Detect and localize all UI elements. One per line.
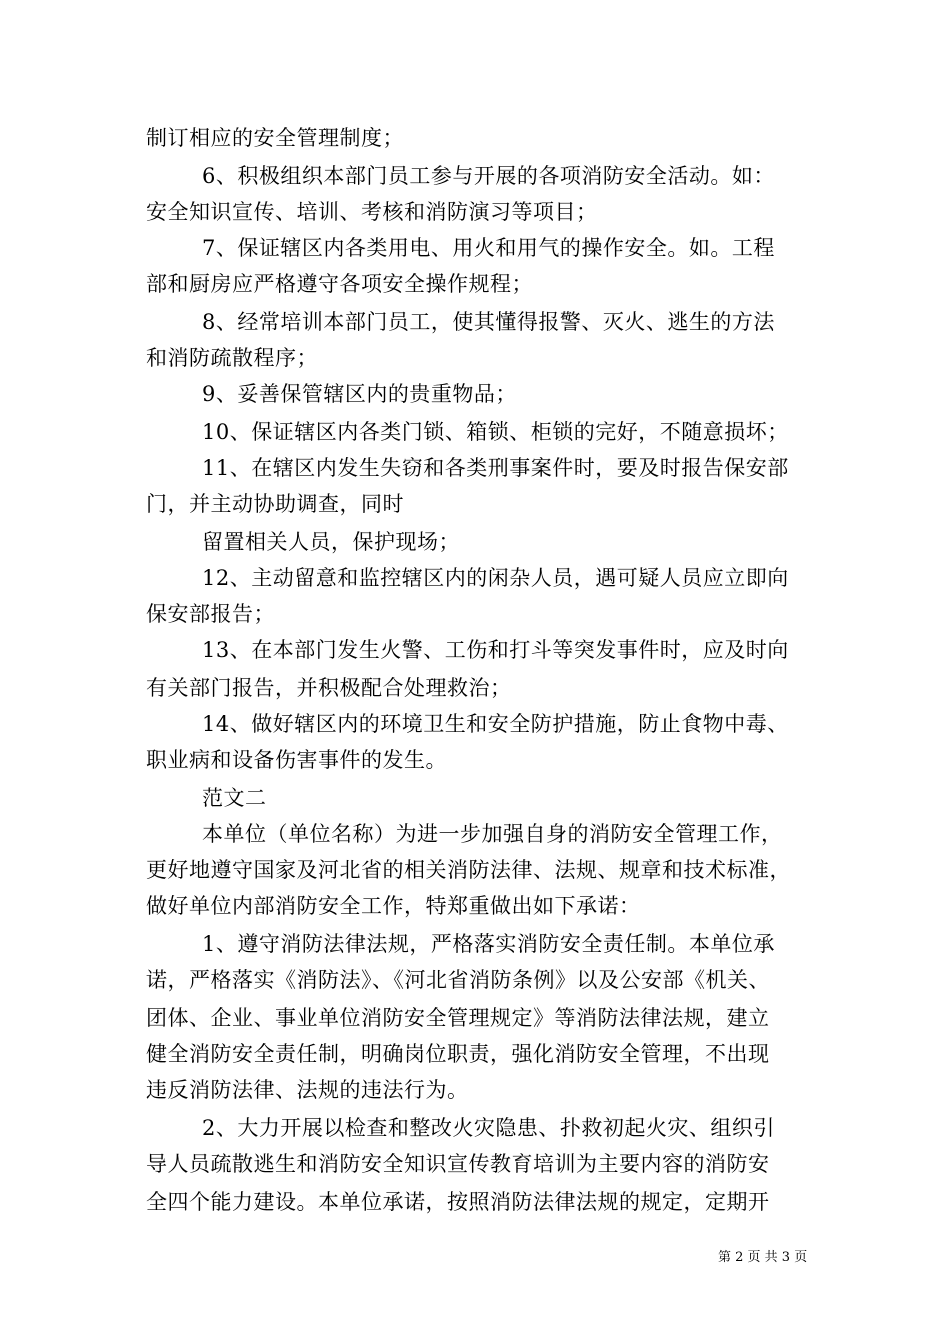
text-line: 违反消防法律、法规的违法行为。 [146,1078,469,1102]
text-line: 和消防疏散程序； [146,346,318,370]
text-line: 导人员疏散逃生和消防安全知识宣传教育培训为主要内容的消防安 [146,1152,770,1176]
text-line: 14、做好辖区内的环境卫生和安全防护措施，防止食物中毒、 [202,712,789,736]
text-line: 安全知识宣传、培训、考核和消防演习等项目； [146,200,598,224]
text-line: 有关部门报告，并积极配合处理救治； [146,676,512,700]
text-line: 门，并主动协助调查，同时 [146,492,404,516]
text-line: 11、在辖区内发生失窃和各类刑事案件时，要及时报告保安部 [202,456,789,480]
text-line: 留置相关人员，保护现场； [202,530,460,554]
text-line: 诺，严格落实《消防法》、《河北省消防条例》以及公安部《机关、 [146,968,770,992]
text-line: 部和厨房应严格遵守各项安全操作规程； [146,272,533,296]
text-line: 健全消防安全责任制，明确岗位职责，强化消防安全管理，不出现 [146,1042,770,1066]
text-line: 保安部报告； [146,602,275,626]
section-heading: 范文二 [202,786,267,810]
page-number-footer: 第 2 页 共 3 页 [718,1250,808,1265]
text-line: 本单位（单位名称）为进一步加强自身的消防安全管理工作， [202,822,783,846]
text-line: 制订相应的安全管理制度； [146,126,404,150]
text-line: 12、主动留意和监控辖区内的闲杂人员，遇可疑人员应立即向 [202,566,789,590]
text-line: 做好单位内部消防安全工作，特郑重做出如下承诺： [146,894,641,918]
text-line: 1、遵守消防法律法规，严格落实消防安全责任制。本单位承 [202,932,775,956]
text-line: 9、妥善保管辖区内的贵重物品； [202,382,517,406]
text-line: 团体、企业、事业单位消防安全管理规定》等消防法律法规，建立 [146,1006,770,1030]
text-line: 10、保证辖区内各类门锁、箱锁、柜锁的完好，不随意损坏； [202,420,789,444]
text-line: 8、经常培训本部门员工，使其懂得报警、灭火、逃生的方法 [202,310,775,334]
text-line: 7、保证辖区内各类用电、用火和用气的操作安全。如。工程 [202,236,775,260]
text-line: 6、积极组织本部门员工参与开展的各项消防安全活动。如： [202,164,775,188]
text-line: 2、大力开展以检查和整改火灾隐患、扑救初起火灾、组织引 [202,1116,775,1140]
text-line: 职业病和设备伤害事件的发生。 [146,748,447,772]
text-line: 更好地遵守国家及河北省的相关消防法律、法规、规章和技术标准， [146,858,791,882]
text-line: 全四个能力建设。本单位承诺，按照消防法律法规的规定，定期开 [146,1190,770,1214]
text-line: 13、在本部门发生火警、工伤和打斗等突发事件时，应及时向 [202,638,789,662]
